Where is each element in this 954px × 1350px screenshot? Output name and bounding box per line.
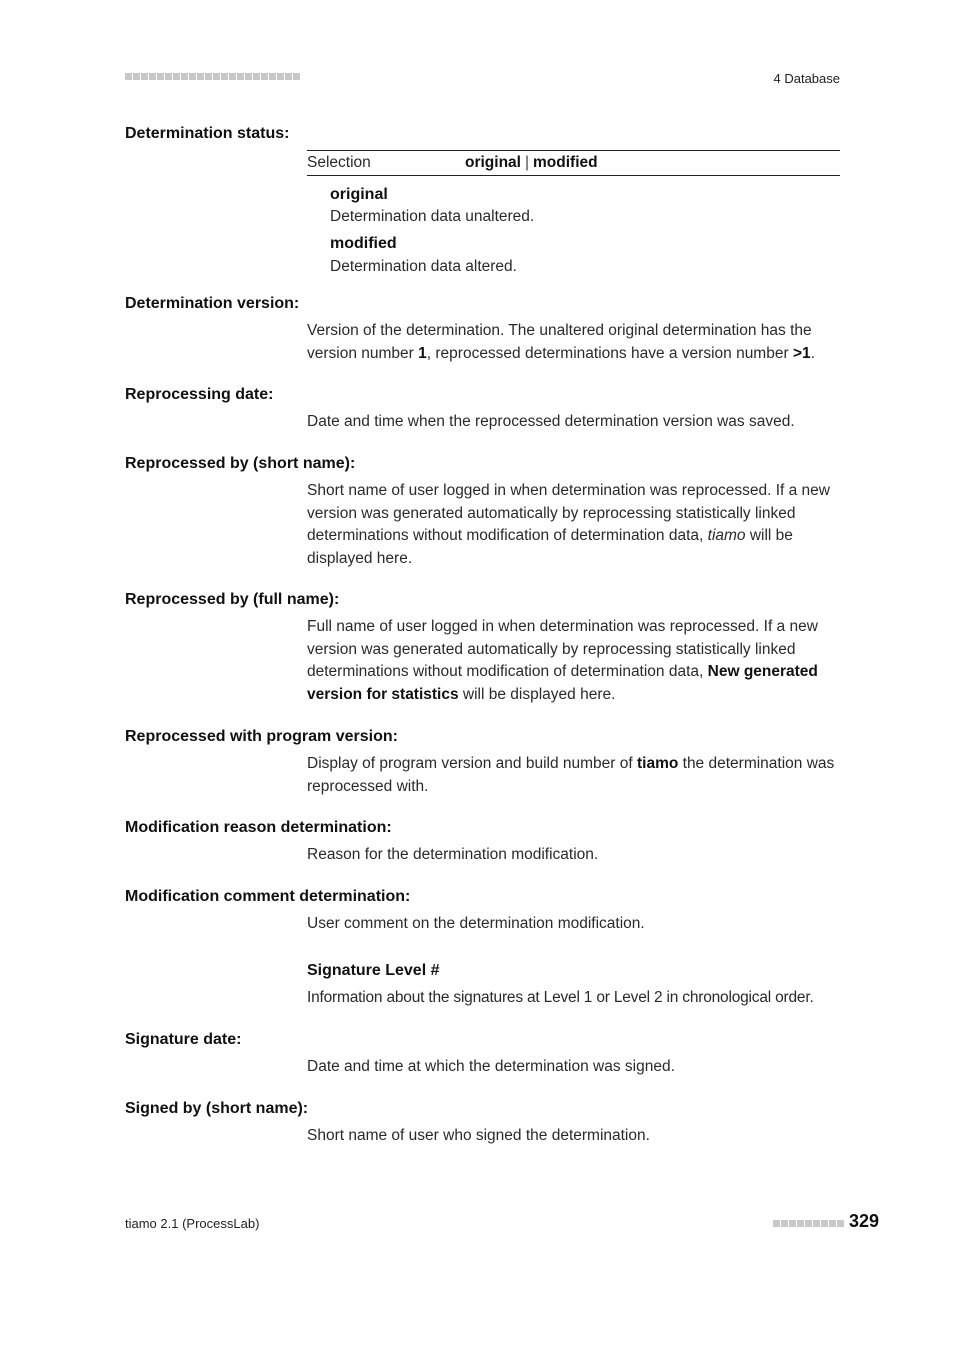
chapter-title: 4 Database [773,71,840,86]
desc-determination-version [307,320,842,365]
desc-signature-level: Information about the signatures at Level 1 or Level 2 in chronological order. [307,989,814,1006]
option-modified-desc: Determination data altered. [330,258,517,275]
term-determination-version: Determination version: [125,295,300,312]
option-modified-name: modified [330,235,397,252]
subhead-signature-level: Signature Level # [307,962,440,979]
desc-reprocessing-date: Date and time when the reprocessed determination version was saved. [307,413,795,430]
selection-table [307,150,840,176]
term-signed-by: Signed by (short name): [125,1100,309,1117]
desc-signature-date: Date and time at which the determination was signed. [307,1058,675,1075]
term-modification-comment: Modification comment determination: [125,888,411,905]
text-run: the determination was reprocessed with. [307,755,835,795]
text-run: Full name of user logged in when determination was reprocessed. If a new version was generated automatically by reprocessing statistically linked determinations without modification of determination data, [307,618,818,680]
option-original-desc: Determination data unaltered. [330,208,535,225]
text-run: Display of program version and build number of [307,755,637,772]
selection-separator: | [524,154,530,171]
footer-decoration [773,1220,844,1227]
footer-product: tiamo 2.1 (ProcessLab) [125,1216,260,1231]
text-run: Version of the determination. The unaltered original determination has the version number [307,322,812,362]
term-modification-reason: Modification reason determination: [125,819,392,836]
italic-run: tiamo [707,527,746,544]
text-run: will be displayed here. [307,527,793,567]
selection-value-original: original [465,154,521,171]
text-run: Short name of user logged in when determination was reprocessed. If a new version was generated automatically by reprocessing statistically linked determinations without modification of determination data, [307,482,830,544]
term-determination-status: Determination status: [125,125,290,142]
desc-modification-comment: User comment on the determination modification. [307,915,645,932]
desc-signed-by: Short name of user who signed the determination. [307,1127,650,1144]
term-reprocessed-by-short: Reprocessed by (short name): [125,455,356,472]
term-signature-date: Signature date: [125,1031,242,1048]
term-reprocessed-by-full: Reprocessed by (full name): [125,591,340,608]
bold-run: >1 [792,344,811,362]
selection-values [465,151,598,175]
desc-reprocessed-program-version [307,753,842,798]
option-original-name: original [330,186,388,203]
desc-modification-reason: Reason for the determination modification. [307,846,599,863]
selection-value-modified: modified [533,154,598,171]
text-run: . [810,344,815,362]
bold-run: New generated version for statistics [307,663,818,703]
page-number: 329 [848,1211,879,1231]
text-run: will be displayed here. [458,685,616,703]
term-reprocessing-date: Reprocessing date: [125,386,274,403]
bold-run: 1 [418,344,427,362]
header-decoration [125,73,300,80]
selection-label: Selection [307,154,371,171]
desc-reprocessed-by-full [307,616,842,706]
bold-run: tiamo [636,755,679,772]
text-run: , reprocessed determinations have a version number [426,344,793,362]
term-reprocessed-program-version: Reprocessed with program version: [125,728,398,745]
desc-reprocessed-by-short [307,480,842,570]
